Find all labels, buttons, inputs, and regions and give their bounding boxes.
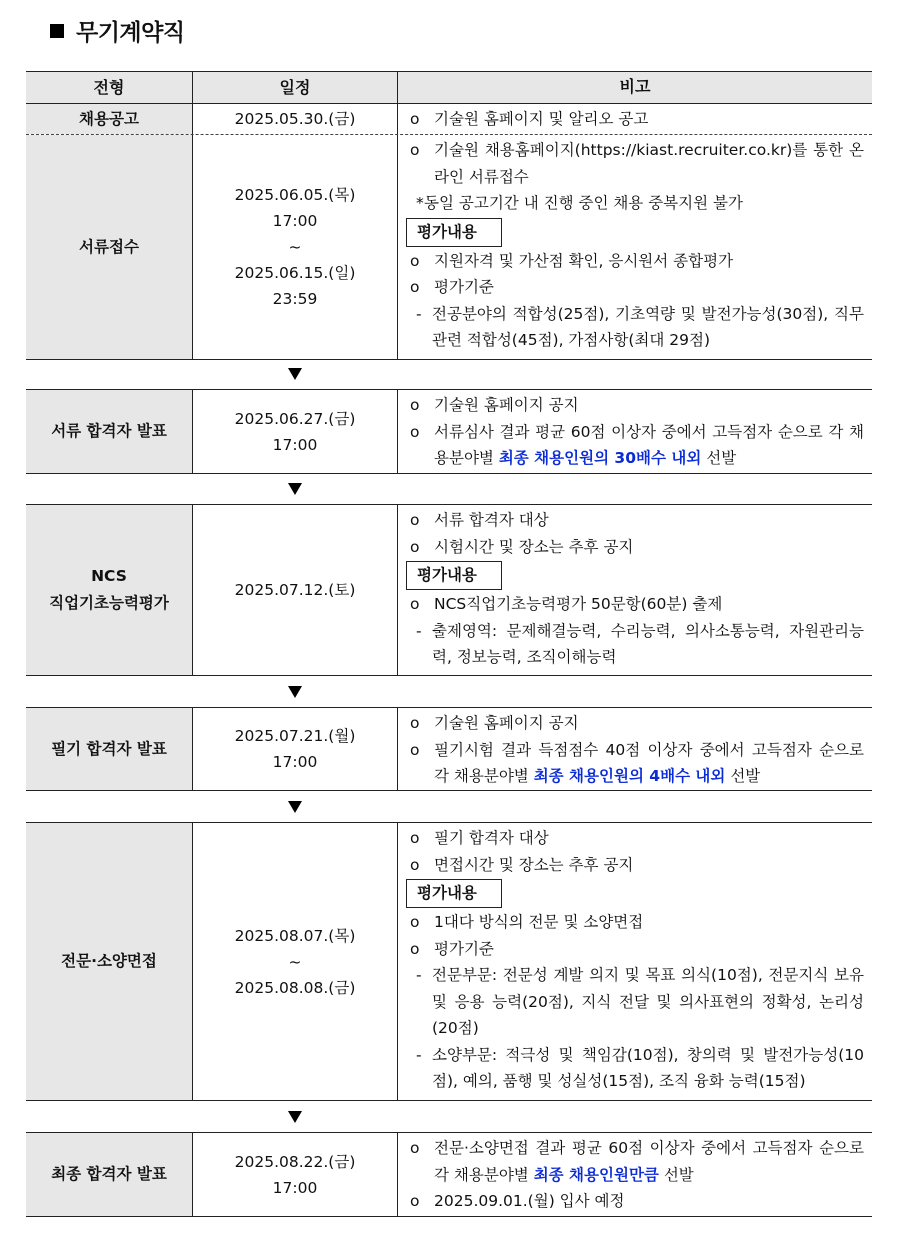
down-arrow-icon — [288, 686, 302, 698]
remark-text: 선발 — [701, 449, 737, 467]
circle-bullet: o — [410, 1192, 420, 1210]
remark-text: 지원자격 및 가산점 확인, 응시원서 종합평가 — [434, 251, 734, 270]
dash-bullet: - — [416, 966, 422, 984]
stage-name — [26, 505, 193, 675]
remark-text: 필기 합격자 대상 — [434, 829, 549, 847]
date-line: 2025.08.07.(목) — [234, 926, 356, 945]
highlight-text: 최종 채용인원만큼 — [533, 1165, 659, 1184]
stage-name: 필기 합격자 발표 — [26, 708, 193, 790]
highlight-text: 최종 채용인원의 4배수 내외 — [533, 767, 726, 785]
table-row-notice — [26, 104, 872, 135]
remark-line — [410, 392, 864, 419]
remark-text: 1대다 방식의 전문 및 소양면접 — [434, 913, 644, 931]
circle-bullet: o — [410, 829, 420, 847]
remark-line — [410, 936, 864, 963]
circle-bullet: o — [410, 396, 420, 414]
remark-text: 2025.09.01.(월) 입사 예정 — [434, 1192, 625, 1210]
remark-sub — [410, 1042, 864, 1095]
remark-sub — [410, 962, 864, 1042]
down-arrow-icon — [288, 801, 302, 813]
date-line: 17:00 — [272, 1178, 318, 1197]
remark-text: 선발 — [725, 767, 761, 785]
stage-remarks — [398, 135, 872, 359]
date-line: 2025.08.08.(금) — [234, 978, 356, 997]
remark-text: 전문·소양면접 결과 평균 60점 이상자 중에서 고득점자 순으로 각 채용분야별 — [434, 1139, 864, 1184]
remark-line — [410, 534, 864, 561]
table-row-docs — [26, 135, 872, 359]
circle-bullet: o — [410, 110, 420, 128]
remark-line — [410, 909, 864, 936]
remark-sub — [410, 618, 864, 671]
circle-bullet: o — [410, 511, 420, 529]
eval-label: 평가내용 — [406, 218, 502, 247]
remark-line — [410, 710, 864, 737]
highlight-text: 최종 채용인원의 30배수 내외 — [498, 449, 702, 467]
remark-text: 선발 — [658, 1165, 694, 1184]
date-line: 17:00 — [272, 753, 318, 771]
table-row-ncs — [26, 505, 872, 675]
remark-line — [410, 106, 864, 133]
header-schedule: 일정 — [193, 72, 398, 103]
remark-line — [410, 825, 864, 852]
dash-bullet: - — [416, 304, 422, 323]
date-line: 23:59 — [272, 290, 318, 308]
section-title-text: 무기계약직 — [76, 20, 185, 46]
down-arrow-icon — [288, 483, 302, 495]
date-line: 17:00 — [272, 212, 318, 230]
header-stage: 전형 — [26, 72, 193, 103]
schedule-table-block-1 — [26, 71, 872, 360]
circle-bullet: o — [410, 251, 420, 270]
circle-bullet: o — [410, 855, 420, 874]
remark-text: 동일 공고기간 내 진행 중인 채용 중복지원 불가 — [424, 194, 743, 212]
circle-bullet: o — [410, 1139, 420, 1157]
stage-date: 2025.05.30.(금) — [193, 104, 398, 134]
dash-bullet: - — [416, 1045, 422, 1064]
circle-bullet: o — [410, 278, 420, 296]
table-row-docs-pass — [26, 390, 872, 473]
circle-bullet: o — [410, 141, 420, 159]
date-line: ~ — [288, 952, 302, 971]
circle-bullet: o — [410, 537, 420, 556]
remark-line — [410, 248, 864, 275]
remark-text: 기술원 홈페이지 공지 — [434, 396, 579, 414]
stage-remarks — [398, 823, 872, 1100]
date-line: 2025.07.21.(월) — [234, 727, 356, 745]
circle-bullet: o — [410, 422, 420, 441]
remark-line — [410, 591, 864, 618]
stage-date: 2025.07.12.(토) — [193, 505, 398, 675]
stage-date — [193, 823, 398, 1100]
stage-date — [193, 390, 398, 473]
stage-remarks — [398, 1133, 872, 1216]
circle-bullet: o — [410, 714, 420, 732]
circle-bullet: o — [410, 913, 420, 931]
remark-line — [410, 274, 864, 301]
schedule-table-block-4 — [26, 707, 872, 791]
star-bullet: * — [416, 194, 424, 212]
remark-text: 전문부문: 전문성 계발 의지 및 목표 의식(10점), 전문지식 보유 및 응용 능력(20점), 지식 전달 및 의사표현의 정확성, 논리성(20점) — [432, 966, 864, 1037]
remark-text: 필기시험 결과 득점점수 40점 이상자 중에서 고득점자 순으로 각 채용분야별 — [434, 740, 864, 785]
remark-text: 출제영역: 문제해결능력, 수리능력, 의사소통능력, 자원관리능력, 정보능력, 조직이해능력 — [432, 621, 864, 666]
remark-line — [410, 1135, 864, 1188]
remark-text: 평가기준 — [434, 939, 494, 958]
stage-name: 전문·소양면접 — [26, 823, 193, 1100]
remark-text: 면접시간 및 장소는 추후 공지 — [434, 855, 634, 874]
table-row-interview — [26, 823, 872, 1100]
stage-date — [193, 1133, 398, 1216]
stage-date — [193, 135, 398, 359]
circle-bullet: o — [410, 740, 420, 759]
date-line: 2025.08.22.(금) — [234, 1152, 356, 1171]
stage-name: 채용공고 — [26, 104, 193, 134]
stage-name: 최종 합격자 발표 — [26, 1133, 193, 1216]
dash-bullet: - — [416, 621, 422, 640]
circle-bullet: o — [410, 939, 420, 958]
remark-line — [410, 737, 864, 790]
stage-date — [193, 708, 398, 790]
remark-line — [410, 137, 864, 190]
table-header — [26, 72, 872, 104]
stage-remarks — [398, 505, 872, 675]
remark-line — [410, 1188, 864, 1215]
stage-remarks — [398, 708, 872, 790]
remark-text: 시험시간 및 장소는 추후 공지 — [434, 537, 634, 556]
stage-name-line: NCS — [91, 567, 127, 585]
stage-remarks — [398, 104, 872, 134]
stage-name: 서류 합격자 발표 — [26, 390, 193, 473]
remark-text: 소양부문: 적극성 및 책임감(10점), 창의력 및 발전가능성(10점), 예의, 품행 및 성실성(15점), 조직 융화 능력(15점) — [432, 1045, 864, 1090]
remark-line — [410, 507, 864, 534]
stage-name-line: 직업기초능력평가 — [49, 594, 169, 612]
stage-remarks — [398, 390, 872, 473]
down-arrow-icon — [288, 368, 302, 380]
date-line: 17:00 — [272, 435, 318, 454]
schedule-table-block-3 — [26, 504, 872, 676]
schedule-table-block-2 — [26, 389, 872, 474]
date-line: 2025.06.15.(일) — [234, 264, 356, 282]
section-title — [50, 14, 185, 47]
remark-text: 전공분야의 적합성(25점), 기초역량 및 발전가능성(30점), 직무 관련 적합성(45점), 가점사항(최대 29점) — [432, 304, 864, 349]
remark-text: 평가기준 — [434, 278, 494, 296]
date-line: 2025.06.05.(목) — [234, 186, 356, 204]
schedule-table-block-5 — [26, 822, 872, 1101]
remark-text: 서류심사 결과 평균 60점 이상자 중에서 고득점자 순으로 각 채용분야별 — [434, 422, 864, 467]
square-bullet-icon — [50, 24, 64, 38]
remark-text: NCS직업기초능력평가 50문항(60분) 출제 — [434, 595, 723, 613]
remark-line — [410, 419, 864, 472]
circle-bullet: o — [410, 595, 420, 613]
remark-note — [410, 190, 864, 217]
schedule-table-block-6 — [26, 1132, 872, 1217]
eval-label: 평가내용 — [406, 561, 502, 590]
remark-text: 기술원 홈페이지 및 알리오 공고 — [434, 110, 649, 128]
header-remarks: 비고 — [398, 72, 872, 103]
remark-text: 기술원 홈페이지 공지 — [434, 714, 579, 732]
down-arrow-icon — [288, 1111, 302, 1123]
remark-text: 기술원 채용홈페이지(https://kiast.recruiter.co.kr)를 통한 온라인 서류접수 — [434, 141, 864, 186]
date-line: 2025.06.27.(금) — [234, 409, 356, 428]
stage-name: 서류접수 — [26, 135, 193, 359]
table-row-written-pass — [26, 708, 872, 790]
remark-text: 서류 합격자 대상 — [434, 511, 549, 529]
remark-line — [410, 852, 864, 879]
remark-sub — [410, 301, 864, 354]
table-row-final — [26, 1133, 872, 1216]
date-line: ~ — [288, 238, 302, 256]
eval-label: 평가내용 — [406, 879, 502, 908]
